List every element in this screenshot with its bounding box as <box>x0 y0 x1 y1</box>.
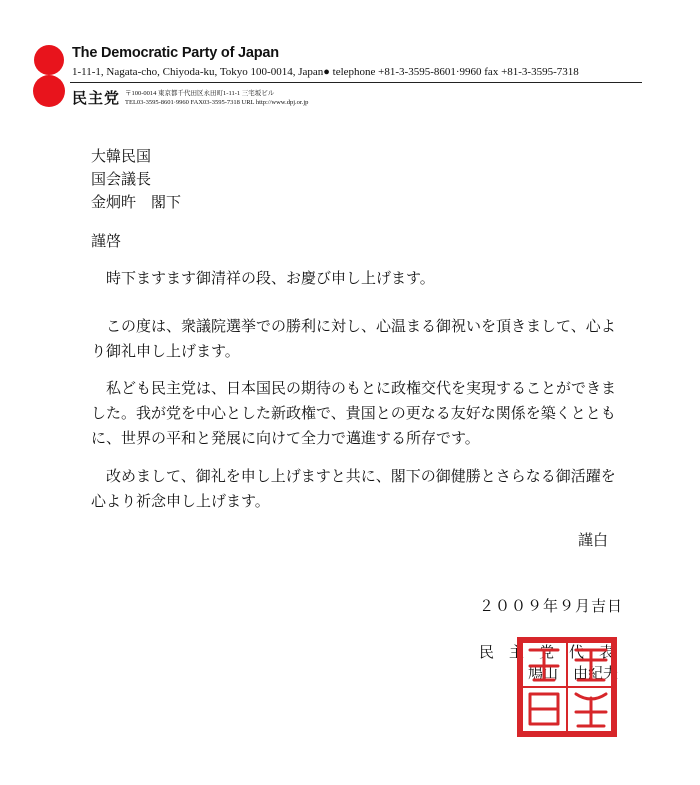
body-paragraph-2 <box>91 314 621 364</box>
contact-japanese: TEL03-3595-8601·9960 FAX03-3595-7318 URL http://www.dpj.or.jp <box>125 99 309 106</box>
addressee-country: 大韓民国 <box>91 147 152 165</box>
logo-lower-circle <box>33 75 65 107</box>
addressee-name: 金炯旿 閣下 <box>91 193 182 211</box>
body-paragraph-3-text: 私ども民主党は、日本国民の期待のもとに政権交代を実現することができました。我が党を中心とした新政権で、貴国との更なる友好な関係を築くとともに、世界の平和と発展に向けて全力で邁進する所存です。 <box>91 379 617 447</box>
official-seal <box>516 636 618 738</box>
party-name-japanese: 民主党 <box>72 89 121 107</box>
letterhead-rule <box>70 82 642 83</box>
body-paragraph-4-text: 改めまして、御礼を申し上げますと共に、閣下の御健勝とさらなる御活躍を心より祈念申し上げます。 <box>91 467 616 510</box>
party-name-english: The Democratic Party of Japan <box>72 45 279 61</box>
body-paragraph-2-text: この度は、衆議院選挙での勝利に対し、心温まる御祝いを頂きまして、心より御礼申し上げます。 <box>91 317 616 360</box>
logo-upper-circle <box>34 45 64 75</box>
signatory-title: 民 主 党 代 表 <box>479 643 615 661</box>
body-paragraph-4 <box>91 464 621 514</box>
body-paragraph-3 <box>91 376 621 451</box>
addressee-title: 国会議長 <box>91 170 152 188</box>
body-paragraph-1 <box>91 266 621 291</box>
salutation: 謹啓 <box>91 232 122 250</box>
letterhead <box>0 0 700 125</box>
closing: 謹白 <box>578 531 609 549</box>
date: ２００９年９月吉日 <box>479 597 624 615</box>
address-english: 1-11-1, Nagata-cho, Chiyoda-ku, Tokyo 100-0014, Japan● telephone +81-3-3595-8601·9960 fax +81-3-3595-7318 <box>72 66 579 78</box>
body-paragraph-1-text: 時下ますます御清祥の段、お慶び申し上げます。 <box>106 269 435 287</box>
address-japanese: 〒100-0014 東京都千代田区永田町1-11-1 三宅坂ビル <box>125 90 275 97</box>
dpj-logo <box>28 44 70 108</box>
signatory-name: 鳩山 由紀夫 <box>528 664 619 682</box>
